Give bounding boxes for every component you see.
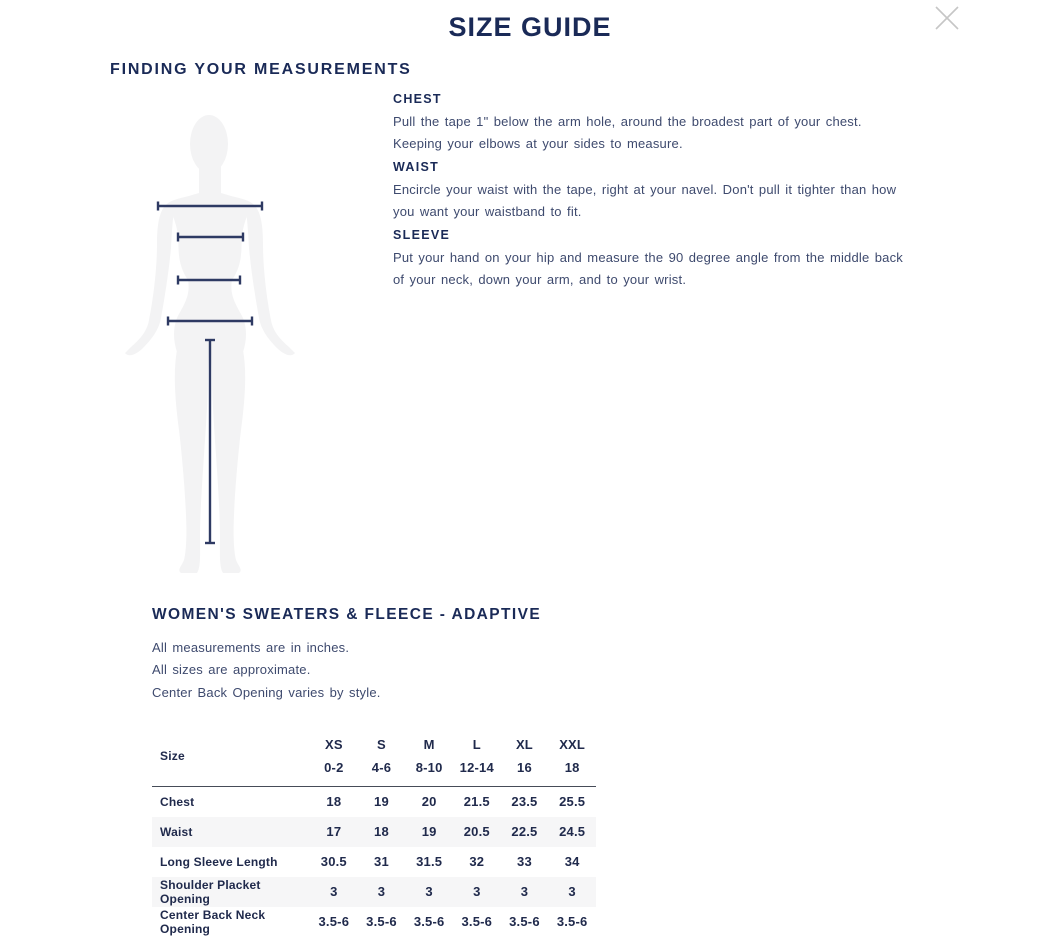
silhouette-torso <box>167 190 253 352</box>
sleeve-instruction <box>393 228 913 292</box>
row-label: Shoulder Placket Opening <box>160 877 261 906</box>
cell-value: 3 <box>473 884 481 899</box>
cell-value: 32 <box>469 854 485 869</box>
cell-value: 3.5-6 <box>556 914 588 929</box>
body-measurement-figure <box>115 100 315 575</box>
cell-value: 3.5-6 <box>461 914 493 929</box>
cell-value: 3.5-6 <box>366 914 397 929</box>
size-column-header-xs <box>310 727 358 787</box>
cell-value: 31.5 <box>416 854 443 869</box>
sleeve-text-line: Put your hand on your hip and measure the 90 degree angle from the middle back <box>393 249 904 265</box>
cell-value: 19 <box>374 794 389 810</box>
size-notes <box>152 637 381 704</box>
chest-text-line: Pull the tape 1" below the arm hole, around the broadest part of your chest. <box>393 114 862 129</box>
table-row-shoulder-placket-opening <box>152 877 596 907</box>
cell-value: 18 <box>374 824 389 839</box>
silhouette-right-leg <box>211 350 245 573</box>
cell-value: 20 <box>421 794 437 810</box>
silhouette-left-arm <box>125 204 175 355</box>
cell-value: 34 <box>564 854 580 869</box>
cell-value: 20.5 <box>463 824 490 839</box>
cell-value: 33 <box>517 854 532 869</box>
cell-value: 19 <box>421 824 437 839</box>
size-range: 4-6 <box>371 760 392 775</box>
table-row-waist <box>152 817 596 847</box>
row-label: Waist <box>160 824 193 839</box>
table-row-chest <box>152 787 596 817</box>
size-letter: L <box>472 737 481 752</box>
size-letter: XL <box>515 737 533 752</box>
sleeve-label: SLEEVE <box>393 227 451 242</box>
size-range: 8-10 <box>415 760 443 775</box>
cell-value: 3 <box>568 884 576 899</box>
cell-value: 3.5-6 <box>413 914 445 929</box>
size-section-heading: WOMEN'S SWEATERS & FLEECE - ADAPTIVE <box>152 606 542 623</box>
waist-text-line: you want your waistband to fit. <box>393 204 582 220</box>
size-letter: XS <box>324 737 343 752</box>
size-letter: M <box>423 737 435 752</box>
waist-instruction <box>393 160 913 224</box>
size-note: All sizes are approximate. <box>152 662 311 678</box>
cell-value: 18 <box>326 794 342 810</box>
sleeve-text-line: of your neck, down your arm, and to your wrist. <box>393 272 687 288</box>
finding-measurements-heading: FINDING YOUR MEASUREMENTS <box>110 61 412 78</box>
size-column-header-m <box>405 727 453 787</box>
measurement-instructions <box>393 92 913 295</box>
chest-label: CHEST <box>393 92 442 106</box>
chest-text-line: Keeping your elbows at your sides to measure. <box>393 136 683 152</box>
waist-text-line: Encircle your waist with the tape, right at your navel. Don't pull it tighter than how <box>393 181 897 197</box>
cell-value: 3.5-6 <box>509 914 540 929</box>
silhouette-right-arm <box>245 204 295 355</box>
cell-value: 3 <box>520 884 529 899</box>
cell-value: 21.5 <box>463 794 490 810</box>
size-letter: S <box>377 737 386 752</box>
size-note: Center Back Opening varies by style. <box>152 684 381 700</box>
size-table-header-row <box>152 727 596 787</box>
size-table-container <box>152 727 596 937</box>
close-button[interactable] <box>933 4 961 32</box>
size-range: 0-2 <box>324 760 344 775</box>
size-range: 16 <box>517 760 532 775</box>
close-icon <box>933 4 961 32</box>
size-range: 18 <box>564 760 580 775</box>
cell-value: 25.5 <box>559 794 586 810</box>
cell-value: 3 <box>377 884 386 899</box>
cell-value: 3 <box>425 884 433 899</box>
table-row-long-sleeve-length <box>152 847 596 877</box>
cell-value: 31 <box>374 854 389 869</box>
row-label: Center Back Neck Opening <box>160 907 266 936</box>
cell-value: 22.5 <box>511 824 538 839</box>
cell-value: 3 <box>330 884 338 899</box>
size-range: 12-14 <box>459 760 494 775</box>
size-letter: XXL <box>559 737 586 752</box>
cell-value: 23.5 <box>511 794 538 810</box>
table-row-center-back-neck-opening <box>152 907 596 937</box>
cell-value: 3.5-6 <box>318 914 350 929</box>
size-column-header-xxl <box>548 727 596 787</box>
silhouette-left-leg <box>175 350 209 573</box>
page-title: SIZE GUIDE <box>448 12 612 42</box>
size-table-corner-label: Size <box>152 727 310 787</box>
size-note: All measurements are in inches. <box>152 640 350 655</box>
row-label: Chest <box>160 794 195 809</box>
row-label: Long Sleeve Length <box>160 854 278 869</box>
cell-value: 24.5 <box>559 824 586 839</box>
size-column-header-l <box>453 727 501 787</box>
waist-label: WAIST <box>393 159 440 174</box>
size-column-header-s <box>358 727 406 787</box>
female-body-silhouette-icon <box>115 100 315 575</box>
cell-value: 17 <box>326 824 342 839</box>
cell-value: 30.5 <box>320 854 347 869</box>
size-table <box>152 727 596 937</box>
chest-instruction <box>393 92 913 156</box>
size-column-header-xl <box>501 727 549 787</box>
